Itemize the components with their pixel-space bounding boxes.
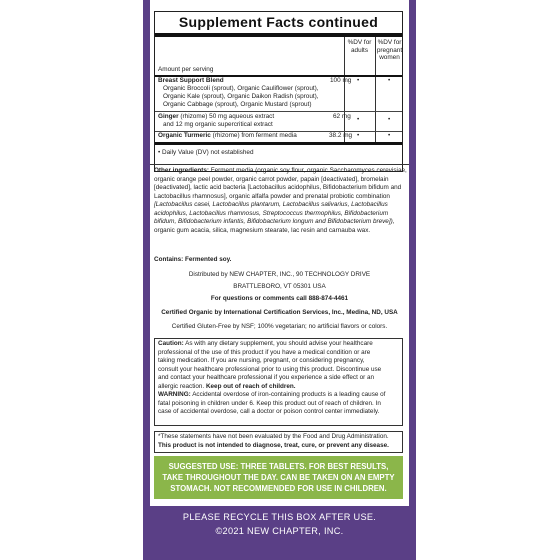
recycle-notice: PLEASE RECYCLE THIS BOX AFTER USE. xyxy=(182,512,377,522)
dv-footnote: • Daily Value (DV) not established xyxy=(158,149,254,156)
row-breast-support-amount: 100 mg xyxy=(330,77,352,84)
suggested-use-banner: SUGGESTED USE: THREE TABLETS. FOR BEST RESULTS, TAKE THROUGHOUT THE DAY. CAN BE TAKEN ON AN EMPTY STOMACH. NOT RECOMMENDED FOR USE IN CHILDREN. xyxy=(154,456,403,499)
box-footer xyxy=(143,510,416,538)
certified-gluten-free: Certified Gluten-Free by NSF; 100% vegetarian; no artificial flavors or colors. xyxy=(171,323,388,330)
row-breast-support-name: Breast Support Blend xyxy=(158,77,224,84)
distributor-address: Distributed by NEW CHAPTER, INC., 90 TECHNOLOGY DRIVE xyxy=(188,271,371,278)
row-breast-support-sub: Organic Cabbage (sprout), Organic Mustard (sprout) xyxy=(163,101,312,108)
row-ginger-dv-pregnant: • xyxy=(388,116,391,123)
amount-per-serving: Amount per serving xyxy=(158,66,214,73)
row-ginger-name: Ginger (rhizome) 50 mg aqueous extract xyxy=(158,113,275,120)
caution-box xyxy=(154,338,403,426)
supplement-facts-table xyxy=(154,11,403,172)
row-breast-support-dv-adults: • xyxy=(357,77,360,84)
row-ginger-dv-adults: • xyxy=(357,116,360,123)
copyright: ©2021 NEW CHAPTER, INC. xyxy=(215,526,344,536)
caution-text: Caution: As with any dietary supplement, you should advise your healthcare professional of the use of this product if you have a medical condition or are taking medication. If you are nursing, pregnant, or considering pregnancy, consult your healthcare professional prior to using this product. Discontinue use and contact your healthcare professional if you experience a side effect or an allergic reaction. Keep out of reach of children. WARNING: Accidental overdose of iron-containing products is a leading cause of fatal poisoning in children under 6. Keep this product out of reach of children. In case of accidental overdose, call a doctor or poison control center immediately. xyxy=(158,340,386,415)
table-divider-thick xyxy=(155,142,402,145)
row-turmeric-name: Organic Turmeric (rhizome) from ferment media xyxy=(158,132,297,139)
row-turmeric-amount: 38.2 mg xyxy=(329,132,353,139)
row-ginger-amount: 62 mg xyxy=(333,113,351,120)
certified-organic: Certified Organic by International Certification Services, Inc., Medina, ND, USA xyxy=(161,309,398,316)
row-breast-support-sub: Organic Broccoli (sprout), Organic Cauliflower (sprout), xyxy=(163,85,319,92)
table-title: Supplement Facts continued xyxy=(178,14,379,30)
table-divider-thick xyxy=(155,33,402,37)
contains-statement: Contains: Fermented soy. xyxy=(154,256,232,263)
row-turmeric-dv-pregnant: • xyxy=(388,132,391,139)
contact-phone: For questions or comments call 888-874-4461 xyxy=(210,295,349,302)
fda-disclaimer-box xyxy=(154,431,403,453)
other-ingredients: Other ingredients: Ferment media (organic soy flour, organic Saccharomyces cerevisiae, organic orange peel powder, organic carrot powder, papain [deactivated], bromelain [deactivated], lactic acid bacteria [Lactobacillus acidophilus, Bifidobacterium bifidum and Lactobacillus rhamnosus], organic alfalfa powder and prenatal probiotic combination [Lactobacillus casei, Lactobacillus plantarum, Lactobacillus salivarius, Lactobacillus acidophilus, Lactobacillus rhamnosus, Streptococcus thermophilus, Bifidobacterium bifidum, Bifidobacterium infantis, Bifidobacterium longum and Bifidobacterium breve]), organic gum acacia, silica, magnesium stearate, lac resin and carnauba wax. xyxy=(154,167,407,234)
fda-disclaimer-line2: This product is not intended to diagnose, treat, cure, or prevent any disease. xyxy=(158,442,389,449)
section-divider xyxy=(150,164,409,165)
col-header-pregnant: %DV for pregnant women xyxy=(376,39,403,61)
row-turmeric-dv-adults: • xyxy=(357,132,360,139)
row-breast-support-sub: Organic Kale (sprout), Organic Daikon Radish (sprout), xyxy=(163,93,319,100)
col-header-adults: %DV for adults xyxy=(347,39,372,54)
distributor-city: BRATTLEBORO, VT 05301 USA xyxy=(233,283,326,290)
row-divider xyxy=(155,111,402,112)
fda-disclaimer-line1: *These statements have not been evaluated by the Food and Drug Administration. xyxy=(158,433,389,440)
row-breast-support-dv-pregnant: • xyxy=(388,77,391,84)
row-ginger-sub: and 12 mg organic supercritical extract xyxy=(163,121,273,128)
label-panel xyxy=(150,0,409,506)
